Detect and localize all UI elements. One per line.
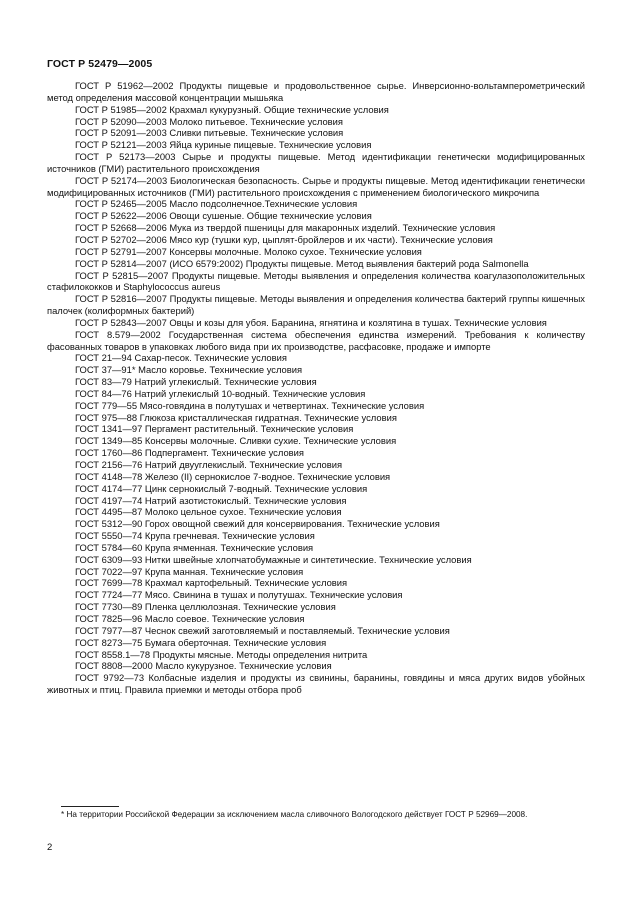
reference-entry: ГОСТ Р 52668—2006 Мука из твердой пшеницы для макаронных изделий. Технические условия: [75, 222, 496, 234]
page-header: ГОСТ Р 52479—2005: [47, 58, 153, 70]
reference-entry: ГОСТ 7022—97 Крупа манная. Технические условия: [75, 565, 304, 577]
reference-entry: ГОСТ 7977—87 Чеснок свежий заготовляемый и поставляемый. Технические условия: [75, 624, 450, 636]
reference-entry: ГОСТ 8558.1—78 Продукты мясные. Методы определения нитрита: [75, 648, 368, 660]
reference-entry: ГОСТ 7699—78 Крахмал картофельный. Технические условия: [75, 577, 348, 589]
reference-entry: ГОСТ Р 52121—2003 Яйца куриные пищевые. Технические условия: [75, 139, 372, 151]
footnote-text: * На территории Российской Федерации за исключением масла сливочного Вологодского действует ГОСТ Р 52969—2008.: [61, 810, 528, 819]
reference-entry: ГОСТ 5312—90 Горох овощной свежий для консервирования. Технические условия: [75, 518, 440, 530]
reference-entry: ГОСТ Р 52465—2005 Масло подсолнечное.Технические условия: [75, 198, 358, 210]
reference-entry: ГОСТ 2156—76 Натрий двууглекислый. Технические условия: [75, 459, 343, 470]
reference-entry: ГОСТ 1341—97 Пергамент растительный. Технические условия: [75, 423, 354, 435]
reference-entry: ГОСТ 7730—89 Пленка целлюлозная. Технические условия: [75, 601, 336, 613]
reference-entry: ГОСТ 779—55 Мясо-говядина в полутушах и четвертинах. Технические условия: [75, 399, 425, 411]
footnote: [47, 809, 585, 820]
reference-entry: ГОСТ 5784—60 Крупа ячменная. Технические условия: [75, 541, 314, 553]
reference-entry: ГОСТ Р 52622—2006 Овощи сушеные. Общие технические условия: [75, 210, 372, 222]
reference-entry: ГОСТ Р 52814—2007 (ИСО 6579:2002) Продукты пищевые. Метод выявления бактерий рода Salmonella: [75, 257, 529, 269]
reference-entry: ГОСТ 1760—86 Подпергамент. Технические условия: [75, 447, 304, 459]
reference-entry: ГОСТ 4174—77 Цинк сернокислый 7-водный. Технические условия: [75, 482, 368, 494]
reference-entry: ГОСТ 9792—73 Колбасные изделия и продукты из свинины, баранины, говядины и мяса других видов убойных животных и птиц. Правила приемки и методы отбора проб: [47, 672, 585, 696]
reference-entry: ГОСТ Р 52090—2003 Молоко питьевое. Технические условия: [75, 115, 343, 127]
reference-entry: ГОСТ 4148—78 Железо (II) сернокислое 7-водное. Технические условия: [75, 470, 391, 482]
reference-entry: ГОСТ Р 51962—2002 Продукты пищевые и продовольственное сырье. Инверсионно-вольтамперометрический метод определения массовой концентрации мышьяка: [47, 80, 585, 103]
reference-entry: ГОСТ Р 52173—2003 Сырье и продукты пищевые. Метод идентификации генетически модифицированных источников (ГМИ) растительного происхождения: [47, 151, 585, 174]
reference-entry: ГОСТ Р 52843—2007 Овцы и козы для убоя. Баранина, ягнятина и козлятина в тушах. Технические условия: [75, 316, 547, 328]
footnote-divider: [61, 806, 119, 807]
reference-entry: ГОСТ 8808—2000 Масло кукурузное. Технические условия: [75, 660, 332, 672]
reference-entry: ГОСТ 37—91* Масло коровье. Технические условия: [75, 364, 303, 376]
reference-entry: ГОСТ 8273—75 Бумага оберточная. Технические условия: [75, 636, 327, 648]
reference-entry: ГОСТ Р 52816—2007 Продукты пищевые. Методы выявления и определения количества бактерий группы кишечных палочек (колиформных бактерий): [47, 293, 585, 317]
reference-entry: ГОСТ Р 52091—2003 Сливки питьевые. Технические условия: [75, 127, 344, 139]
reference-entry: ГОСТ 7724—77 Мясо. Свинина в тушах и полутушах. Технические условия: [75, 589, 403, 601]
page-number: 2: [47, 842, 53, 853]
reference-entry: ГОСТ 975—88 Глюкоза кристаллическая гидратная. Технические условия: [75, 411, 397, 423]
reference-entry: ГОСТ 21—94 Сахар-песок. Технические условия: [75, 352, 287, 364]
reference-entry: ГОСТ Р 52791—2007 Консервы молочные. Молоко сухое. Технические условия: [75, 245, 422, 257]
reference-entry: ГОСТ 1349—85 Консервы молочные. Сливки сухие. Технические условия: [75, 435, 397, 447]
reference-entry: ГОСТ Р 52174—2003 Биологическая безопасность. Сырье и продукты пищевые. Метод идентификации генетически модифицированных источников (ГМИ) растительного происхождения с применением биологического микрочипа: [47, 174, 585, 198]
reference-entry: ГОСТ 4495—87 Молоко цельное сухое. Технические условия: [75, 506, 342, 518]
reference-entry: ГОСТ 8.579—2002 Государственная система обеспечения единства измерений. Требования к количеству фасованных товаров в упаковках любого вида при их производстве, расфасовке, продаже и импорте: [47, 328, 585, 352]
reference-entry: ГОСТ 6309—93 Нитки швейные хлопчатобумажные и синтетические. Технические условия: [75, 553, 472, 565]
reference-entry: ГОСТ 5550—74 Крупа гречневая. Технические условия: [75, 530, 315, 542]
reference-entry: ГОСТ 4197—74 Натрий азотистокислый. Технические условия: [75, 494, 347, 506]
references-list: [47, 80, 585, 696]
reference-entry: ГОСТ 7825—96 Масло соевое. Технические условия: [75, 612, 305, 624]
reference-entry: ГОСТ Р 52815—2007 Продукты пищевые. Методы выявления и определения количества коагулазоположительных стафилококков и Staphylococcus aureus: [47, 269, 585, 293]
reference-entry: ГОСТ 84—76 Натрий углекислый 10-водный. Технические условия: [75, 387, 366, 399]
reference-entry: ГОСТ Р 51985—2002 Крахмал кукурузный. Общие технические условия: [75, 103, 389, 115]
reference-entry: ГОСТ 83—79 Натрий углекислый. Технические условия: [75, 376, 317, 388]
reference-entry: ГОСТ Р 52702—2006 Мясо кур (тушки кур, цыплят-бройлеров и их части). Технические условия: [75, 233, 493, 245]
